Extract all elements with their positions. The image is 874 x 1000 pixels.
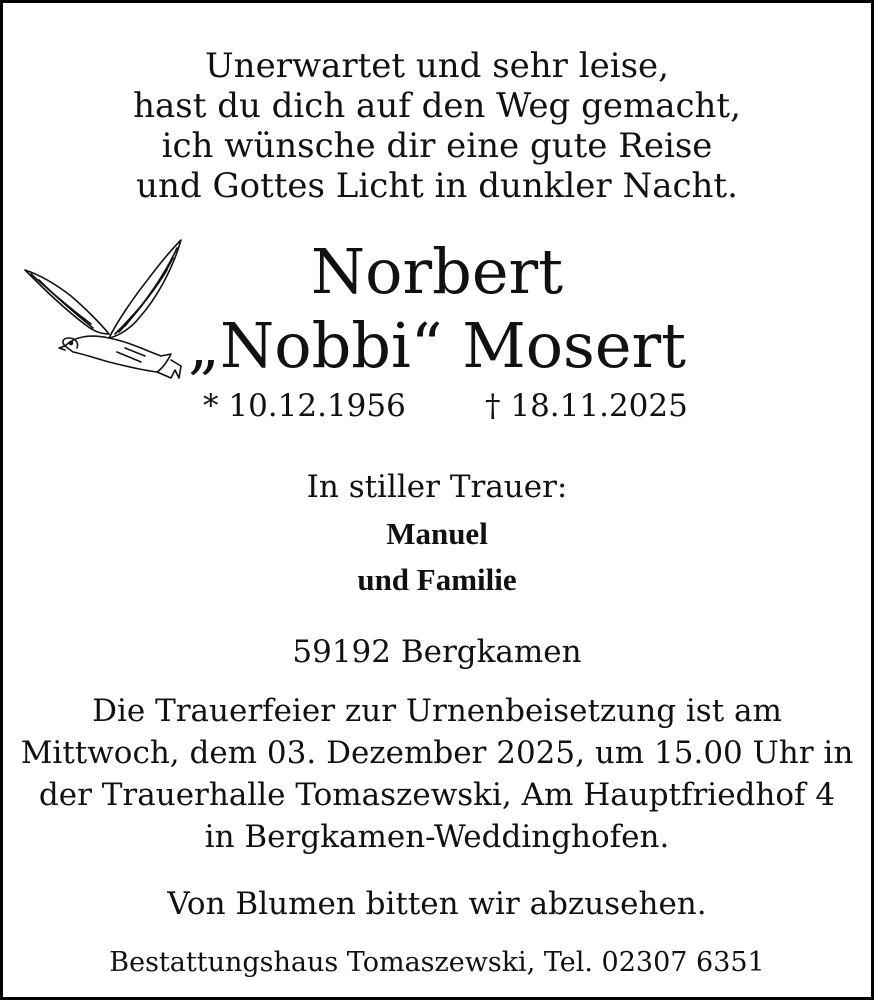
funeral-home-footer: Bestattungshaus Tomaszewski, Tel. 02307 6351 <box>109 947 765 978</box>
poem-line-1: Unerwartet und sehr leise, <box>205 46 669 86</box>
death-date: † 18.11.2025 <box>485 388 688 424</box>
poem-line-4: und Gottes Licht in dunkler Nacht. <box>136 166 738 206</box>
flowers-note: Von Blumen bitten wir abzusehen. <box>167 886 707 922</box>
mourning-intro: In stiller Trauer: <box>306 469 568 505</box>
ceremony-line-3: der Trauerhalle Tomaszewski, Am Hauptfriedhof 4 <box>38 777 836 813</box>
mourner-name: Manuel <box>386 516 488 551</box>
ceremony-line-2: Mittwoch, dem 03. Dezember 2025, um 15.00 Uhr in <box>20 735 854 771</box>
mourner-family: und Familie <box>357 562 517 597</box>
ceremony-line-4: in Bergkamen-Weddinghofen. <box>204 819 670 855</box>
poem-line-2: hast du dich auf den Weg gemacht, <box>133 86 741 126</box>
ceremony-line-1: Die Trauerfeier zur Urnenbeisetzung ist am <box>92 693 782 729</box>
mourner-location: 59192 Bergkamen <box>292 634 582 670</box>
birth-date: * 10.12.1956 <box>203 388 406 424</box>
poem-line-3: ich wünsche dir eine gute Reise <box>161 126 713 166</box>
deceased-first-name: Norbert <box>310 235 564 308</box>
deceased-nickname-surname: „Nobbi“ Mosert <box>187 309 687 382</box>
